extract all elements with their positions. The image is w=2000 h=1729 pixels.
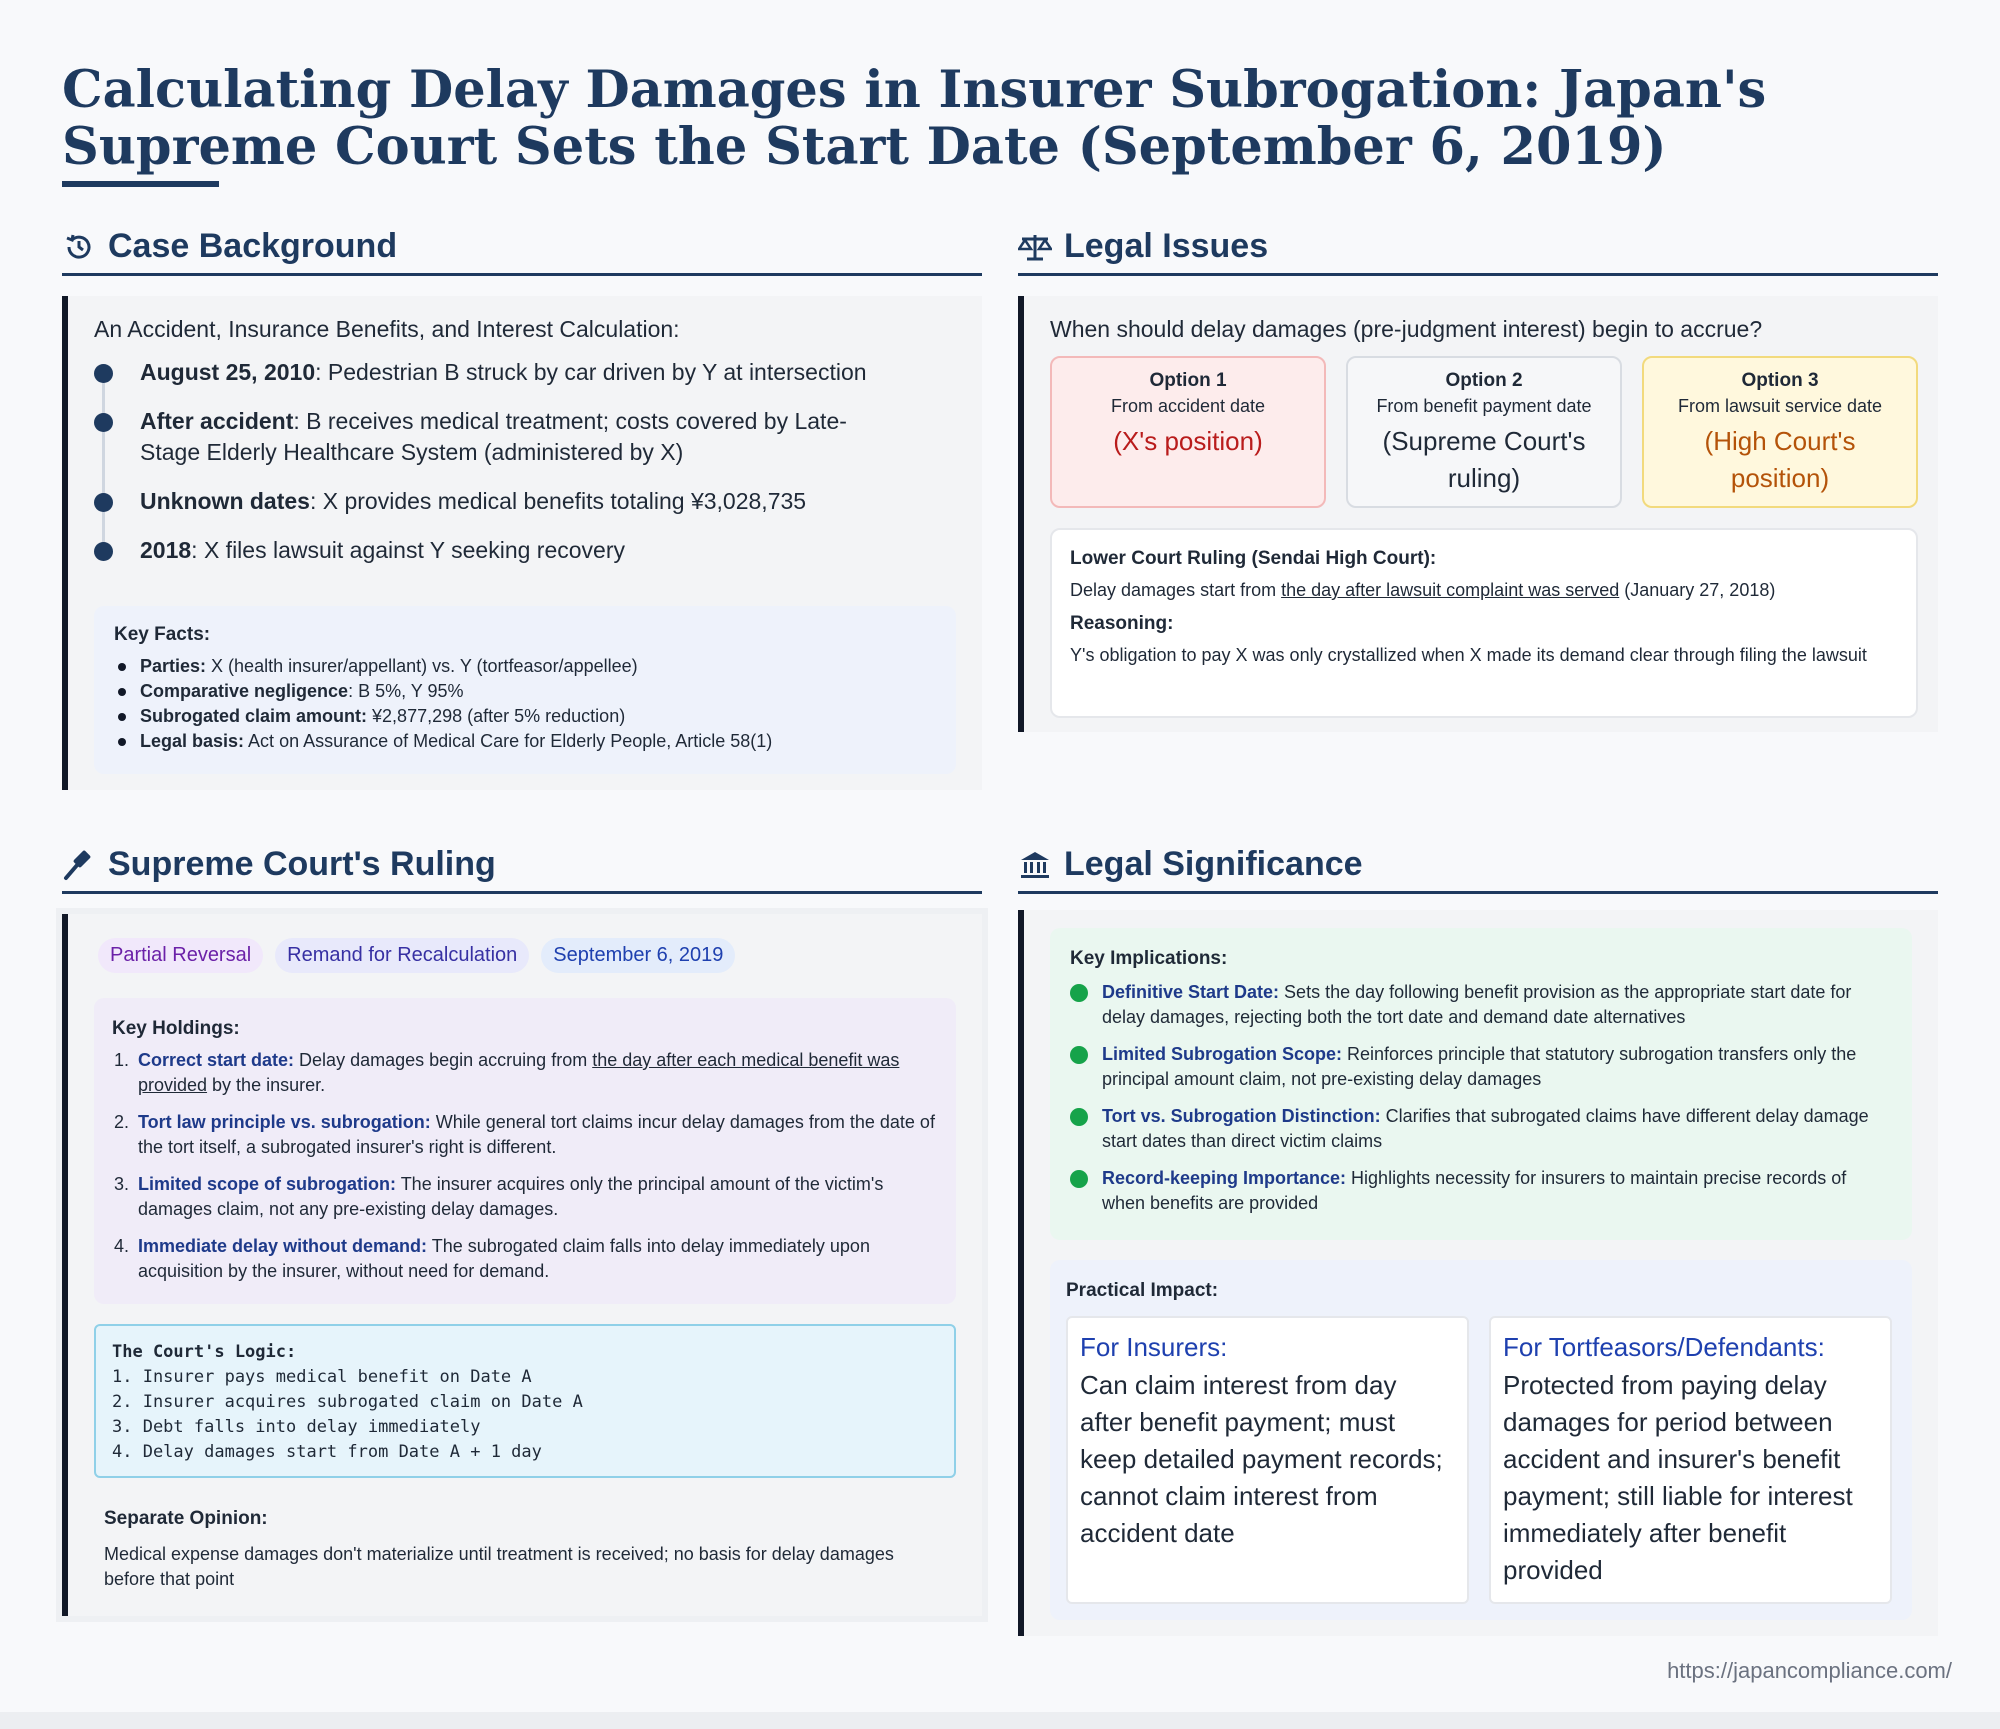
- option-2-position: (Supreme Court's ruling): [1382, 426, 1586, 493]
- key-fact: Comparative negligence: B 5%, Y 95%: [114, 679, 936, 704]
- timeline-text: : X provides medical benefits totaling ¥3,028,735: [309, 488, 807, 514]
- tag-remand: Remand for Recalculation: [275, 938, 529, 973]
- option-2-card: [1346, 356, 1622, 508]
- timeline-date: Unknown dates: [140, 488, 310, 514]
- practical-impact-box: [1050, 1260, 1912, 1620]
- insurers-card-text: Can claim interest from day after benefit payment; must keep detailed payment records; cannot claim interest from accident date: [1080, 1370, 1443, 1548]
- timeline-dot: [94, 542, 113, 561]
- key-holdings-title: Key Holdings:: [112, 1018, 240, 1039]
- ruling-header: [62, 838, 982, 894]
- timeline-item: [94, 357, 956, 388]
- practical-impact-title: Practical Impact:: [1066, 1280, 1219, 1301]
- tortfeasors-card-title: For Tortfeasors/Defendants:: [1503, 1332, 1825, 1362]
- institution-icon: [1018, 848, 1052, 882]
- footer-url[interactable]: https://japancompliance.com/: [1667, 1658, 1952, 1683]
- logic-line: 3. Debt falls into delay immediately: [112, 1417, 481, 1437]
- significance-heading: Legal Significance: [1064, 845, 1363, 883]
- gavel-icon: [62, 848, 96, 882]
- court-logic-title: The Court's Logic:: [112, 1342, 297, 1362]
- option-3-card: [1642, 356, 1918, 508]
- timeline-dot: [94, 493, 113, 512]
- tag-partial-reversal: Partial Reversal: [98, 938, 263, 973]
- timeline-text: : B receives medical treatment; costs covered by Late-Stage Elderly Healthcare System (administered by X): [140, 408, 847, 465]
- case-background-header: [62, 220, 982, 276]
- legal-question: When should delay damages (pre-judgment interest) begin to accrue?: [1050, 316, 1763, 342]
- key-fact: Subrogated claim amount: ¥2,877,298 (after 5% reduction): [114, 704, 936, 729]
- title-underline: [62, 181, 219, 187]
- scales-icon: [1018, 230, 1052, 264]
- lower-court-title: Lower Court Ruling (Sendai High Court):: [1070, 548, 1437, 569]
- timeline-date: August 25, 2010: [140, 359, 316, 385]
- key-implications-title: Key Implications:: [1070, 948, 1228, 969]
- reasoning-title: Reasoning:: [1070, 613, 1174, 634]
- timeline-item: [94, 486, 956, 517]
- option-1-name: Option 1: [1149, 370, 1227, 391]
- holding-item: 1. Correct start date: Delay damages begin accruing from the day after each medical benefit was provided by the insurer.: [114, 1050, 900, 1095]
- case-background-panel: [62, 296, 982, 790]
- case-intro: An Accident, Insurance Benefits, and Interest Calculation:: [94, 316, 680, 342]
- timeline-text: : Pedestrian B struck by car driven by Y at intersection: [315, 359, 867, 385]
- option-1-sub: From accident date: [1110, 396, 1266, 416]
- legal-issues-header: [1018, 220, 1938, 276]
- option-2-name: Option 2: [1445, 370, 1523, 391]
- timeline: [94, 357, 956, 566]
- check-icon: [1070, 1170, 1088, 1188]
- timeline-date: After accident: [140, 408, 294, 434]
- check-icon: [1070, 1046, 1088, 1064]
- implication-item: Tort vs. Subrogation Distinction: Clarifies that subrogated claims have different delay damage start dates than direct victim claims: [1070, 1104, 1892, 1154]
- ruling-heading: Supreme Court's Ruling: [108, 845, 496, 883]
- timeline-date: 2018: [140, 537, 192, 563]
- key-fact: Legal basis: Act on Assurance of Medical Care for Elderly People, Article 58(1): [114, 729, 936, 754]
- option-2-sub: From benefit payment date: [1376, 396, 1592, 416]
- option-1-card: [1050, 356, 1326, 508]
- tortfeasors-card: [1489, 1316, 1892, 1604]
- check-icon: [1070, 1108, 1088, 1126]
- timeline-dot: [94, 364, 113, 383]
- history-icon: [62, 230, 96, 264]
- legal-issues-heading: Legal Issues: [1064, 227, 1269, 265]
- case-background-heading: Case Background: [108, 227, 398, 265]
- tag-date: September 6, 2019: [541, 938, 735, 973]
- key-fact: Parties: X (health insurer/appellant) vs. Y (tortfeasor/appellee): [114, 654, 936, 679]
- legal-issues-panel: [1018, 296, 1938, 732]
- key-implications-box: [1050, 928, 1912, 1240]
- logic-line: 2. Insurer acquires subrogated claim on Date A: [112, 1392, 583, 1412]
- insurers-card-title: For Insurers:: [1080, 1332, 1228, 1362]
- bottom-band: [0, 1712, 2000, 1729]
- tortfeasors-card-text: Protected from paying delay damages for period between accident and insurer's benefit payment; still liable for interest immediately after benefit provided: [1503, 1370, 1853, 1585]
- timeline-item: [94, 406, 894, 468]
- holding-item: 4. Immediate delay without demand: The subrogated claim falls into delay immediately upon acquisition by the insurer, without need for demand.: [114, 1236, 870, 1281]
- lower-court-box: [1050, 528, 1918, 718]
- separate-opinion-title: Separate Opinion:: [104, 1508, 268, 1529]
- check-icon: [1070, 984, 1088, 1002]
- significance-panel: [1018, 910, 1938, 1636]
- court-logic-box: [94, 1324, 956, 1478]
- option-3-sub: From lawsuit service date: [1677, 396, 1883, 416]
- option-1-position: (X's position): [1113, 426, 1263, 456]
- key-facts-box: [94, 606, 956, 774]
- implication-item: Limited Subrogation Scope: Reinforces principle that statutory subrogation transfers only the principal amount claim, not pre-existing delay damages: [1070, 1042, 1892, 1092]
- lower-court-ruling: Delay damages start from the day after lawsuit complaint was served (January 27, 2018): [1070, 580, 1776, 600]
- reasoning-text: Y's obligation to pay X was only crystallized when X made its demand clear through filing the lawsuit: [1070, 645, 1867, 665]
- holding-item: 3. Limited scope of subrogation: The insurer acquires only the principal amount of the victim's damages claim, not any pre-existing delay damages.: [114, 1174, 884, 1219]
- ruling-panel: [62, 914, 982, 1616]
- implication-item: Record-keeping Importance: Highlights necessity for insurers to maintain precise records of when benefits are provided: [1070, 1166, 1892, 1216]
- separate-opinion-text: Medical expense damages don't materialize until treatment is received; no basis for delay damages before that point: [104, 1544, 894, 1589]
- ruling-tags: [98, 938, 735, 973]
- significance-header: [1018, 838, 1938, 894]
- timeline-dot: [94, 413, 113, 432]
- key-facts-title: Key Facts:: [114, 624, 211, 645]
- key-holdings-box: [94, 998, 956, 1304]
- separate-opinion: [104, 1508, 944, 1592]
- option-3-name: Option 3: [1741, 370, 1819, 391]
- implication-item: Definitive Start Date: Sets the day following benefit provision as the appropriate start date for delay damages, rejecting both the tort date and demand date alternatives: [1070, 980, 1892, 1030]
- options-row: [1050, 356, 1918, 508]
- logic-line: 4. Delay damages start from Date A + 1 day: [112, 1442, 542, 1462]
- insurers-card: [1066, 1316, 1469, 1604]
- page-title: Calculating Delay Damages in Insurer Subrogation: Japan's Supreme Court Sets the Start Date (September 6, 2019): [62, 60, 1767, 177]
- timeline-text: : X files lawsuit against Y seeking recovery: [191, 537, 625, 563]
- logic-line: 1. Insurer pays medical benefit on Date A: [112, 1367, 532, 1387]
- holding-item: 2. Tort law principle vs. subrogation: While general tort claims incur delay damages from the date of the tort itself, a subrogated insurer's right is different.: [114, 1112, 935, 1157]
- timeline-item: [94, 535, 956, 566]
- option-3-position: (High Court's position): [1704, 426, 1856, 493]
